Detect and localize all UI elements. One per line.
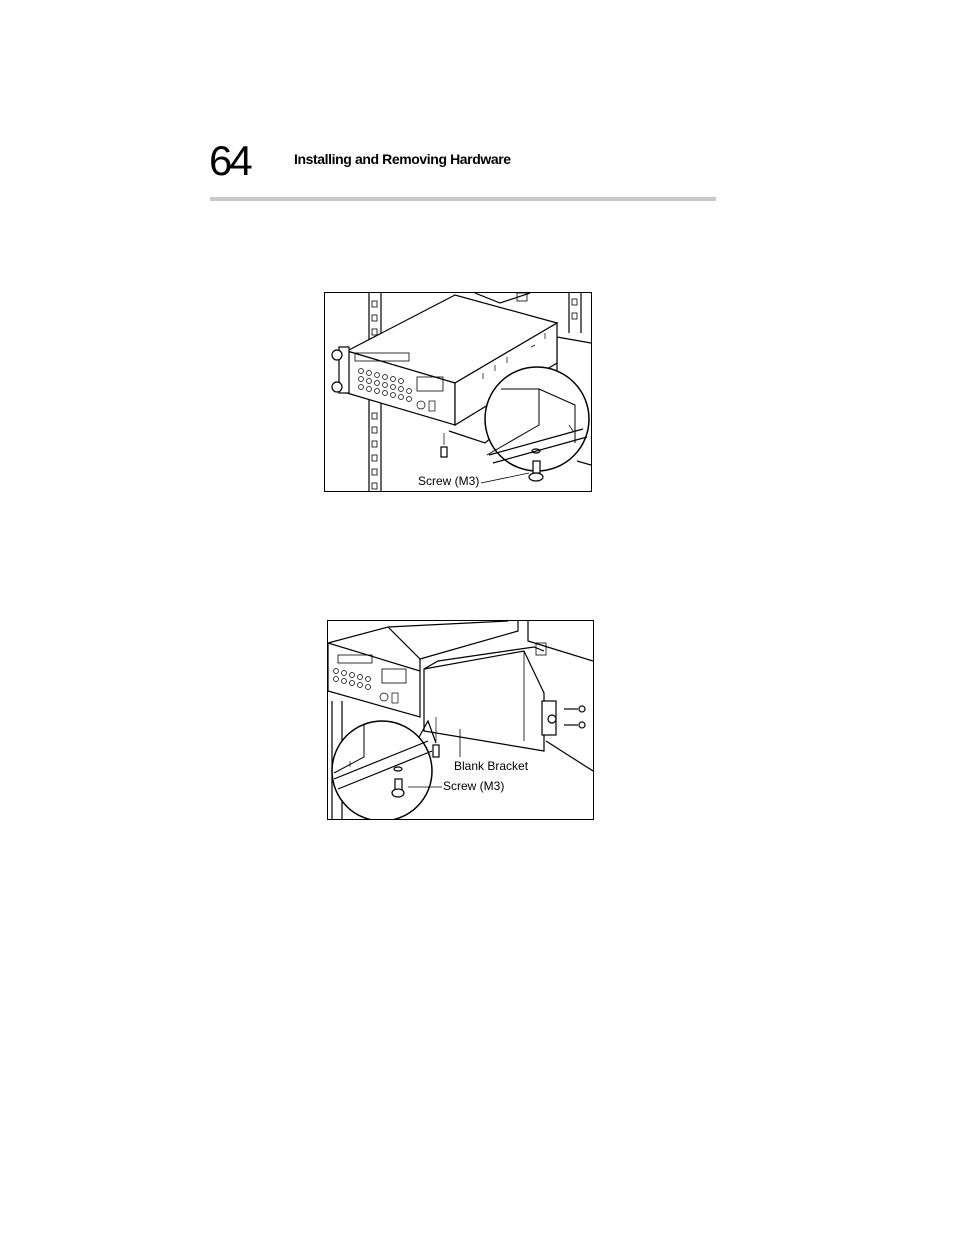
running-head: Installing and Removing Hardware [294, 151, 511, 167]
header-rule [210, 197, 716, 201]
callout-blank-bracket: Blank Bracket [454, 759, 529, 773]
page-number: 64 [209, 137, 250, 184]
callout-screw-m3-fig1: Screw (M3) [418, 474, 480, 488]
figure-2-illustration [327, 620, 594, 820]
figure-1-illustration [324, 292, 592, 492]
callout-screw-m3-fig2: Screw (M3) [443, 779, 505, 793]
figure-1-drawing [325, 293, 591, 491]
